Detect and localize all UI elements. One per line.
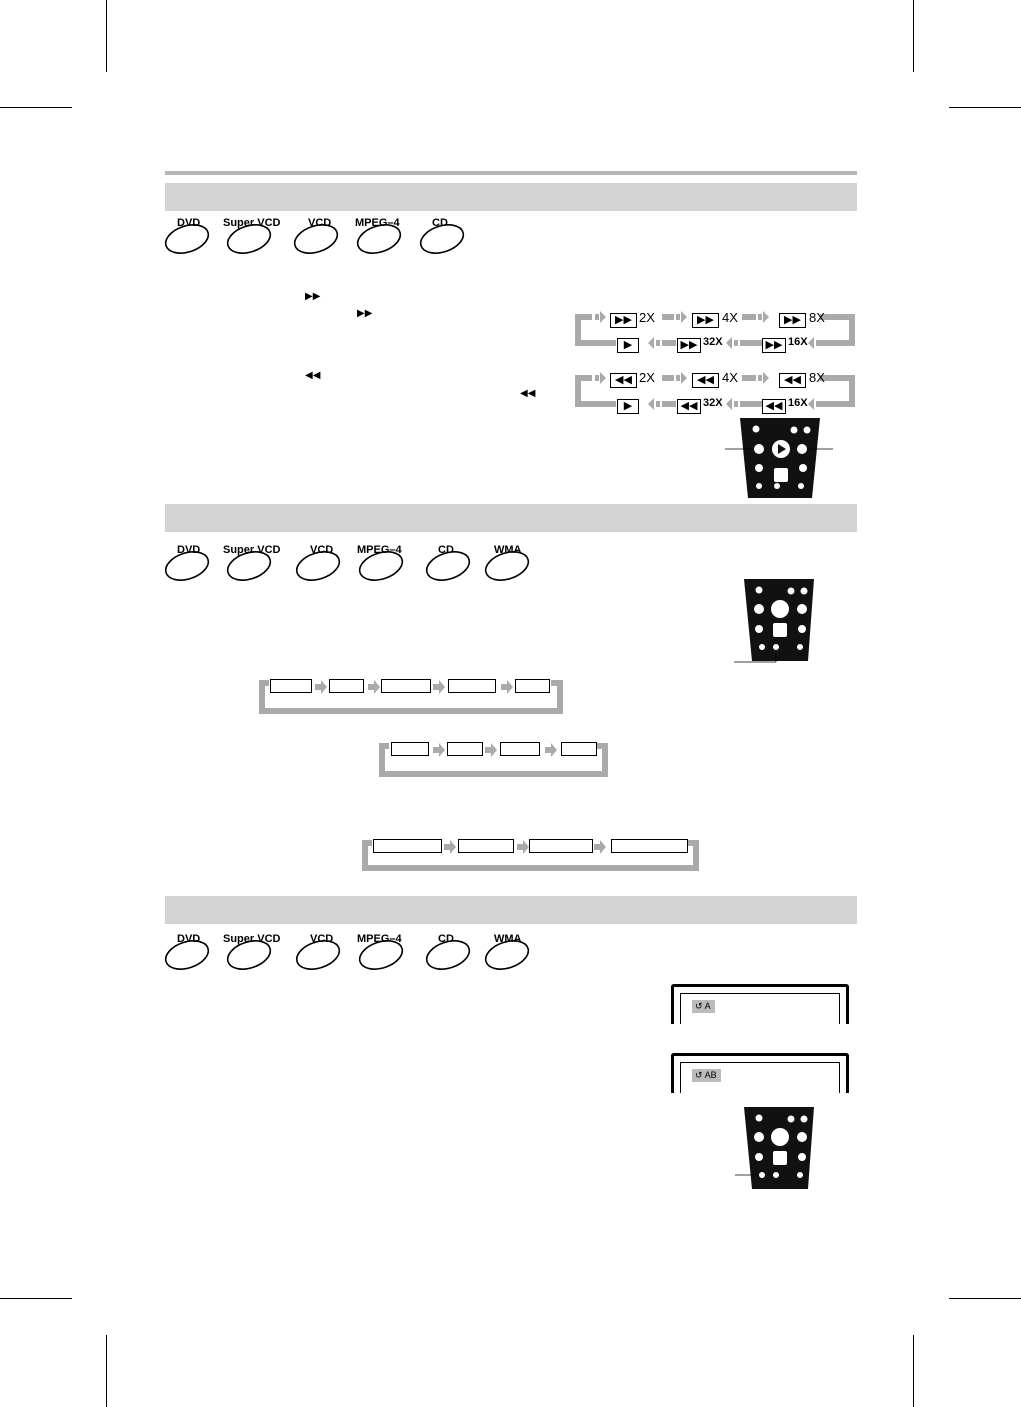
disc-logo-super-vcd: Super VCD [225,543,281,583]
disc-logo-vcd: VCD [294,932,350,972]
forward-speed-32x: 32X [703,336,723,348]
rev-icon-8x: ◀◀ [779,370,806,388]
disc-logo-super-vcd: Super VCD [225,932,281,972]
disc-logo-dvd: DVD [163,543,219,583]
forward-speed-2x: 2X [639,310,655,325]
play-icon: ▶ [617,396,639,414]
reverse-speed-8x: 8X [809,370,825,385]
osd-label-ab: AB [704,1070,717,1080]
disc-logo-dvd: DVD [163,216,219,256]
fwd-icon-2x: ▶▶ [610,310,637,328]
reverse-speed-32x: 32X [703,397,723,409]
repeat-option-box [611,839,688,853]
header-rule [165,171,857,175]
section-band-fast-scan [165,183,857,211]
disc-logo-vcd: VCD [294,543,350,583]
disc-logo-cd: CD [418,216,474,256]
repeat-option-box [458,839,514,853]
fwd-icon-16x: ▶▶ [762,335,786,353]
fast-reverse-icon: ◀◀ [305,370,321,381]
fast-reverse-icon: ◀◀ [520,388,536,399]
disc-logo-wma: WMA [483,932,539,972]
crop-mark [106,1335,107,1407]
forward-speed-4x: 4X [722,310,738,325]
section-band-repeat [165,504,857,532]
disc-logo-mpeg4: MPEG–4 [355,216,411,256]
remote-control-icon [725,416,835,500]
disc-logo-mpeg4: MPEG–4 [357,543,413,583]
repeat-option-box [515,679,550,693]
forward-speed-8x: 8X [809,310,825,325]
repeat-option-box [500,742,540,756]
disc-logo-cd: CD [424,932,480,972]
crop-mark [949,1298,1021,1299]
repeat-icon: ↺ [695,1070,703,1080]
repeat-option-box [529,839,593,853]
section-band-ab-repeat [165,896,857,924]
repeat-option-box [391,742,429,756]
disc-logo-wma: WMA [483,543,539,583]
remote-control-icon [730,577,830,667]
fast-forward-icon: ▶▶ [305,291,321,302]
crop-mark [913,1335,914,1407]
crop-mark [913,0,914,72]
repeat-icon: ↺ [695,1001,703,1011]
crop-mark [106,0,107,72]
fwd-icon-32x: ▶▶ [677,335,701,353]
osd-label-a: A [704,1001,711,1011]
reverse-speed-4x: 4X [722,370,738,385]
repeat-option-box [373,839,442,853]
disc-logo-dvd: DVD [163,932,219,972]
rev-icon-32x: ◀◀ [677,396,701,414]
repeat-option-box [270,679,312,693]
repeat-option-box [381,679,431,693]
crop-mark [0,1298,72,1299]
rev-icon-4x: ◀◀ [692,370,719,388]
repeat-option-box [448,679,496,693]
fast-forward-icon: ▶▶ [357,308,373,319]
reverse-speed-16x: 16X [788,397,808,409]
repeat-option-box [329,679,364,693]
disc-logo-cd: CD [424,543,480,583]
crop-mark [0,107,72,108]
disc-logo-super-vcd: Super VCD [225,216,281,256]
repeat-option-box [447,742,483,756]
osd-screen-a [671,984,849,1024]
forward-speed-16x: 16X [788,336,808,348]
fwd-icon-8x: ▶▶ [779,310,806,328]
crop-mark [949,107,1021,108]
rev-icon-16x: ◀◀ [762,396,786,414]
reverse-speed-2x: 2X [639,370,655,385]
disc-logo-mpeg4: MPEG–4 [357,932,413,972]
disc-logo-vcd: VCD [292,216,348,256]
remote-control-icon [730,1105,830,1193]
play-icon: ▶ [617,335,639,353]
rev-icon-2x: ◀◀ [610,370,637,388]
osd-screen-ab [671,1053,849,1093]
repeat-option-box [561,742,597,756]
fwd-icon-4x: ▶▶ [692,310,719,328]
